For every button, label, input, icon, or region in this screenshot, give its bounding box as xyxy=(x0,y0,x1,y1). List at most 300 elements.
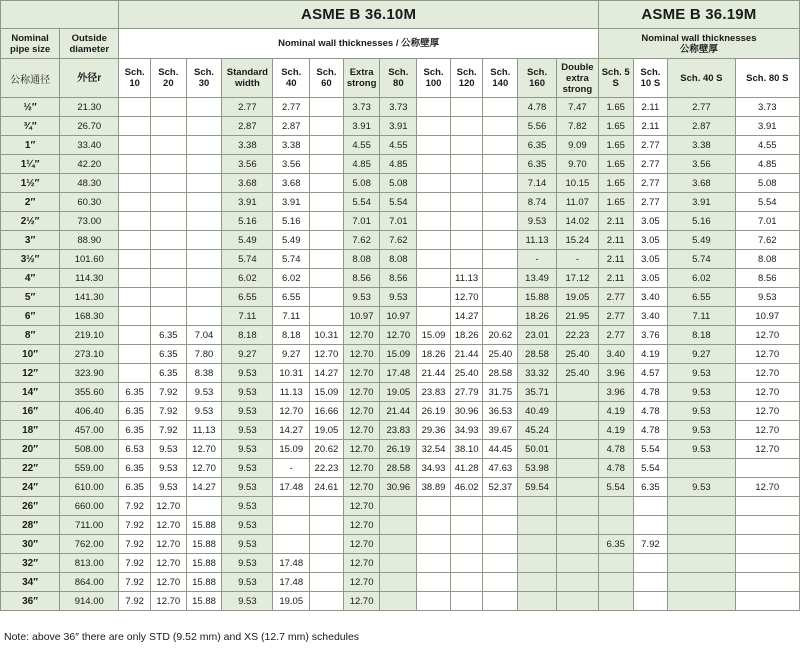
thickness-cell xyxy=(450,554,483,573)
table-row xyxy=(1,535,800,554)
thickness-cell xyxy=(483,212,518,231)
outside-diameter-cell: 88.90 xyxy=(60,231,119,250)
thickness-cell xyxy=(186,269,222,288)
thickness-cell xyxy=(417,174,451,193)
thickness-cell xyxy=(417,269,451,288)
thickness-cell xyxy=(633,554,668,573)
outside-diameter-cell: 559.00 xyxy=(60,459,119,478)
thickness-cell: 30.96 xyxy=(380,478,417,497)
thickness-cell: 3.40 xyxy=(633,288,668,307)
thickness-cell xyxy=(273,497,310,516)
thickness-cell xyxy=(417,98,451,117)
thickness-cell: 23.01 xyxy=(518,326,557,345)
thickness-cell xyxy=(483,117,518,136)
column-header: Sch. 10 xyxy=(119,59,151,98)
thickness-cell: 5.74 xyxy=(668,250,735,269)
column-header: Sch. 5 S xyxy=(598,59,633,98)
thickness-cell xyxy=(450,592,483,611)
thickness-cell xyxy=(310,212,344,231)
thickness-cell: 9.53 xyxy=(518,212,557,231)
thickness-cell: 9.53 xyxy=(222,516,273,535)
thickness-cell: 45.24 xyxy=(518,421,557,440)
table-row xyxy=(1,402,800,421)
thickness-cell: 5.54 xyxy=(598,478,633,497)
thickness-cell xyxy=(310,231,344,250)
nominal-size-cell: 14″ xyxy=(1,383,60,402)
thickness-cell: 11.13 xyxy=(518,231,557,250)
table-row xyxy=(1,516,800,535)
thickness-cell xyxy=(450,250,483,269)
thickness-cell: 1.65 xyxy=(598,117,633,136)
thickness-cell: 6.55 xyxy=(668,288,735,307)
thickness-cell xyxy=(518,554,557,573)
thickness-cell xyxy=(119,174,151,193)
table-row xyxy=(1,592,800,611)
thickness-cell xyxy=(310,155,344,174)
thickness-cell: 2.77 xyxy=(633,193,668,212)
thickness-cell: 10.97 xyxy=(380,307,417,326)
thickness-cell: 2.87 xyxy=(273,117,310,136)
thickness-cell: 4.85 xyxy=(380,155,417,174)
thickness-cell: 12.70 xyxy=(150,592,186,611)
thickness-cell: 6.55 xyxy=(222,288,273,307)
outside-diameter-cell: 406.40 xyxy=(60,402,119,421)
outside-diameter-cell: 457.00 xyxy=(60,421,119,440)
thickness-cell: 12.70 xyxy=(735,383,799,402)
thickness-cell: 8.08 xyxy=(380,250,417,269)
outside-diameter-cell: 141.30 xyxy=(60,288,119,307)
thickness-cell xyxy=(735,497,799,516)
outside-diameter-cell: 914.00 xyxy=(60,592,119,611)
outside-diameter-cell: 508.00 xyxy=(60,440,119,459)
thickness-cell xyxy=(417,535,451,554)
thickness-cell: 11.07 xyxy=(556,193,598,212)
thickness-cell: 7.11 xyxy=(273,307,310,326)
thickness-cell: 14.27 xyxy=(186,478,222,497)
thickness-cell: 3.56 xyxy=(273,155,310,174)
thickness-cell: 4.55 xyxy=(735,136,799,155)
thickness-cell: 6.53 xyxy=(119,440,151,459)
thickness-cell: 4.78 xyxy=(633,421,668,440)
thickness-cell: 9.53 xyxy=(222,478,273,497)
thickness-cell: 5.16 xyxy=(668,212,735,231)
thickness-cell: 5.74 xyxy=(222,250,273,269)
thickness-cell: 9.53 xyxy=(668,421,735,440)
thickness-cell: 9.53 xyxy=(735,288,799,307)
thickness-cell: 9.53 xyxy=(222,497,273,516)
thickness-cell: 6.02 xyxy=(668,269,735,288)
thickness-cell xyxy=(119,98,151,117)
thickness-cell: 4.85 xyxy=(735,155,799,174)
table-row xyxy=(1,459,800,478)
thickness-cell xyxy=(556,554,598,573)
thickness-cell xyxy=(518,497,557,516)
thickness-cell: 8.18 xyxy=(273,326,310,345)
nominal-size-cell: 24″ xyxy=(1,478,60,497)
thickness-cell xyxy=(483,250,518,269)
outside-diameter-cell: 864.00 xyxy=(60,573,119,592)
thickness-cell xyxy=(483,136,518,155)
thickness-cell xyxy=(417,250,451,269)
thickness-cell: 6.35 xyxy=(518,155,557,174)
thickness-cell xyxy=(417,554,451,573)
thickness-cell: 12.70 xyxy=(735,440,799,459)
thickness-cell: 15.88 xyxy=(518,288,557,307)
thickness-cell xyxy=(417,307,451,326)
thickness-cell: 9.53 xyxy=(222,421,273,440)
thickness-cell xyxy=(186,212,222,231)
thickness-cell: 12.70 xyxy=(735,478,799,497)
thickness-cell: 9.09 xyxy=(556,136,598,155)
thickness-cell: - xyxy=(518,250,557,269)
thickness-cell: 12.70 xyxy=(343,402,380,421)
thickness-cell: 3.96 xyxy=(598,364,633,383)
thickness-cell: 8.08 xyxy=(343,250,380,269)
thickness-cell: 25.40 xyxy=(450,364,483,383)
thickness-cell: 15.24 xyxy=(556,231,598,250)
thickness-cell: 9.53 xyxy=(186,402,222,421)
column-header: Sch. 160 xyxy=(518,59,557,98)
thickness-cell: 3.91 xyxy=(380,117,417,136)
thickness-cell xyxy=(417,516,451,535)
thickness-cell: 18.26 xyxy=(518,307,557,326)
thickness-cell: 3.05 xyxy=(633,212,668,231)
thickness-cell: 5.08 xyxy=(735,174,799,193)
thickness-cell xyxy=(518,592,557,611)
thickness-cell: 6.02 xyxy=(273,269,310,288)
thickness-cell xyxy=(310,573,344,592)
thickness-cell: 21.44 xyxy=(450,345,483,364)
outside-diameter-cell: 21.30 xyxy=(60,98,119,117)
thickness-cell xyxy=(556,592,598,611)
thickness-cell xyxy=(119,117,151,136)
outside-diameter-cell: 813.00 xyxy=(60,554,119,573)
thickness-cell: 6.35 xyxy=(119,402,151,421)
thickness-cell: 5.49 xyxy=(668,231,735,250)
thickness-cell xyxy=(310,174,344,193)
thickness-cell: 14.27 xyxy=(450,307,483,326)
thickness-cell: 26.19 xyxy=(380,440,417,459)
thickness-cell: 7.11 xyxy=(668,307,735,326)
thickness-cell: 40.49 xyxy=(518,402,557,421)
thickness-cell: 7.92 xyxy=(119,573,151,592)
table-row xyxy=(1,212,800,231)
table-row xyxy=(1,497,800,516)
thickness-cell xyxy=(556,383,598,402)
thickness-cell xyxy=(483,573,518,592)
thickness-cell: 38.10 xyxy=(450,440,483,459)
nominal-size-cell: 36″ xyxy=(1,592,60,611)
thickness-cell xyxy=(450,535,483,554)
thickness-cell: 12.70 xyxy=(150,535,186,554)
outside-diameter-cell: 114.30 xyxy=(60,269,119,288)
thickness-cell xyxy=(273,516,310,535)
nominal-size-cell: 32″ xyxy=(1,554,60,573)
thickness-cell xyxy=(150,231,186,250)
thickness-cell xyxy=(310,592,344,611)
thickness-cell xyxy=(556,497,598,516)
nominal-size-cell: 3½″ xyxy=(1,250,60,269)
table-row xyxy=(1,326,800,345)
thickness-cell: - xyxy=(556,250,598,269)
thickness-cell: 25.40 xyxy=(483,345,518,364)
thickness-cell: 3.38 xyxy=(668,136,735,155)
thickness-cell: 7.80 xyxy=(186,345,222,364)
thickness-cell xyxy=(417,193,451,212)
thickness-cell: 3.73 xyxy=(343,98,380,117)
thickness-cell xyxy=(668,497,735,516)
thickness-cell xyxy=(119,364,151,383)
thickness-cell: 10.31 xyxy=(273,364,310,383)
nominal-size-cell: ¾″ xyxy=(1,117,60,136)
thickness-cell: 17.48 xyxy=(273,573,310,592)
thickness-cell: 12.70 xyxy=(343,326,380,345)
thickness-cell: 5.08 xyxy=(343,174,380,193)
thickness-cell: 14.27 xyxy=(273,421,310,440)
thickness-cell: 3.05 xyxy=(633,250,668,269)
thickness-cell: 2.87 xyxy=(668,117,735,136)
thickness-cell xyxy=(150,174,186,193)
thickness-cell xyxy=(310,307,344,326)
thickness-cell xyxy=(483,231,518,250)
thickness-cell: 12.70 xyxy=(735,402,799,421)
thickness-cell: 3.56 xyxy=(222,155,273,174)
thickness-cell xyxy=(668,535,735,554)
thickness-cell: 28.58 xyxy=(518,345,557,364)
thickness-cell xyxy=(735,516,799,535)
thickness-cell xyxy=(310,250,344,269)
thickness-cell xyxy=(450,155,483,174)
thickness-cell: 7.11 xyxy=(222,307,273,326)
thickness-cell: 34.93 xyxy=(417,459,451,478)
thickness-cell xyxy=(556,516,598,535)
thickness-cell: 4.85 xyxy=(343,155,380,174)
thickness-cell xyxy=(310,516,344,535)
thickness-cell xyxy=(735,554,799,573)
thickness-cell: 12.70 xyxy=(150,497,186,516)
nominal-size-cell: 3″ xyxy=(1,231,60,250)
thickness-cell: 28.58 xyxy=(380,459,417,478)
thickness-cell: 3.68 xyxy=(668,174,735,193)
thickness-cell xyxy=(380,497,417,516)
thickness-cell xyxy=(380,516,417,535)
thickness-cell: 3.91 xyxy=(273,193,310,212)
header-cn-od: 外径r xyxy=(60,59,119,98)
thickness-cell: 7.04 xyxy=(186,326,222,345)
table-row xyxy=(1,231,800,250)
thickness-cell: 35.71 xyxy=(518,383,557,402)
thickness-cell: 5.54 xyxy=(380,193,417,212)
thickness-cell: 6.55 xyxy=(273,288,310,307)
thickness-cell: 7.01 xyxy=(735,212,799,231)
footnote: Note: above 36″ there are only STD (9.52 mm) and XS (12.7 mm) schedules xyxy=(4,631,360,643)
thickness-cell xyxy=(380,554,417,573)
thickness-cell: 15.88 xyxy=(186,573,222,592)
thickness-cell: 2.11 xyxy=(598,250,633,269)
header-cn-nps: 公称通径 xyxy=(1,59,60,98)
outside-diameter-cell: 660.00 xyxy=(60,497,119,516)
thickness-cell xyxy=(735,573,799,592)
thickness-cell: 25.40 xyxy=(556,345,598,364)
thickness-cell: 7.62 xyxy=(735,231,799,250)
thickness-cell: 7.14 xyxy=(518,174,557,193)
standard-title-left: ASME B 36.10M xyxy=(119,1,599,29)
thickness-cell: 15.09 xyxy=(310,383,344,402)
thickness-cell xyxy=(450,174,483,193)
thickness-cell: 13.49 xyxy=(518,269,557,288)
table-row xyxy=(1,250,800,269)
thickness-cell: 9.53 xyxy=(380,288,417,307)
thickness-cell: 15.88 xyxy=(186,592,222,611)
thickness-cell: 6.35 xyxy=(119,421,151,440)
thickness-cell xyxy=(483,288,518,307)
thickness-cell xyxy=(310,554,344,573)
thickness-cell: 7.92 xyxy=(119,497,151,516)
thickness-cell: 7.92 xyxy=(150,421,186,440)
thickness-cell: 19.05 xyxy=(380,383,417,402)
thickness-cell: 12.70 xyxy=(150,573,186,592)
thickness-cell: 12.70 xyxy=(343,440,380,459)
thickness-cell xyxy=(150,155,186,174)
thickness-cell: 3.76 xyxy=(633,326,668,345)
thickness-cell xyxy=(150,307,186,326)
thickness-cell: 59.54 xyxy=(518,478,557,497)
outside-diameter-cell: 323.90 xyxy=(60,364,119,383)
thickness-cell: 7.92 xyxy=(633,535,668,554)
thickness-cell: 19.05 xyxy=(273,592,310,611)
thickness-cell: 22.23 xyxy=(310,459,344,478)
column-header: Sch. 40 S xyxy=(668,59,735,98)
thickness-cell xyxy=(119,250,151,269)
thickness-cell: 8.56 xyxy=(380,269,417,288)
outside-diameter-cell: 42.20 xyxy=(60,155,119,174)
thickness-cell: 30.96 xyxy=(450,402,483,421)
thickness-cell: 2.11 xyxy=(633,117,668,136)
thickness-cell xyxy=(310,117,344,136)
thickness-cell: 12.70 xyxy=(186,440,222,459)
thickness-cell: 4.55 xyxy=(343,136,380,155)
thickness-cell xyxy=(119,326,151,345)
thickness-cell: 36.53 xyxy=(483,402,518,421)
thickness-cell: 23.83 xyxy=(417,383,451,402)
thickness-cell: 12.70 xyxy=(735,421,799,440)
thickness-cell: 9.53 xyxy=(668,402,735,421)
thickness-cell: 3.91 xyxy=(735,117,799,136)
thickness-cell xyxy=(598,554,633,573)
thickness-cell xyxy=(483,193,518,212)
thickness-cell: 7.92 xyxy=(119,592,151,611)
table-row xyxy=(1,174,800,193)
table-row xyxy=(1,478,800,497)
thickness-cell xyxy=(668,554,735,573)
thickness-cell: 6.35 xyxy=(119,478,151,497)
thickness-cell: 2.77 xyxy=(273,98,310,117)
thickness-cell: 9.53 xyxy=(150,478,186,497)
column-header: Double extra strong xyxy=(556,59,598,98)
thickness-cell: 3.40 xyxy=(598,345,633,364)
outside-diameter-cell: 219.10 xyxy=(60,326,119,345)
thickness-cell: 21.44 xyxy=(380,402,417,421)
thickness-cell: 1.65 xyxy=(598,193,633,212)
thickness-cell: 5.56 xyxy=(518,117,557,136)
nominal-size-cell: 2″ xyxy=(1,193,60,212)
outside-diameter-cell: 168.30 xyxy=(60,307,119,326)
thickness-cell: 3.56 xyxy=(668,155,735,174)
thickness-cell: 52.37 xyxy=(483,478,518,497)
thickness-cell: 11.13 xyxy=(273,383,310,402)
column-header: Sch. 40 xyxy=(273,59,310,98)
header-nominal-wall-right-line2: 公称壁厚 xyxy=(679,43,718,55)
thickness-cell: 8.18 xyxy=(668,326,735,345)
thickness-cell xyxy=(735,535,799,554)
thickness-cell: 12.70 xyxy=(343,573,380,592)
outside-diameter-cell: 610.00 xyxy=(60,478,119,497)
thickness-cell: 9.53 xyxy=(222,573,273,592)
nominal-size-cell: 1″ xyxy=(1,136,60,155)
thickness-cell: 5.54 xyxy=(343,193,380,212)
thickness-cell: 20.62 xyxy=(483,326,518,345)
thickness-cell: 2.11 xyxy=(633,98,668,117)
thickness-cell: 6.35 xyxy=(119,383,151,402)
thickness-cell xyxy=(417,212,451,231)
thickness-cell: 3.73 xyxy=(735,98,799,117)
thickness-cell: 22.23 xyxy=(556,326,598,345)
thickness-cell: 8.56 xyxy=(735,269,799,288)
table-row xyxy=(1,554,800,573)
thickness-cell: 17.48 xyxy=(273,478,310,497)
thickness-cell xyxy=(417,136,451,155)
thickness-cell: 15.09 xyxy=(273,440,310,459)
thickness-cell: 15.09 xyxy=(417,326,451,345)
column-header: Sch. 80 S xyxy=(735,59,799,98)
column-header: Sch. 120 xyxy=(450,59,483,98)
table-row xyxy=(1,136,800,155)
thickness-cell: 7.92 xyxy=(150,383,186,402)
nominal-size-cell: 2½″ xyxy=(1,212,60,231)
thickness-cell: 4.19 xyxy=(598,421,633,440)
thickness-cell: 5.08 xyxy=(380,174,417,193)
outside-diameter-cell: 73.00 xyxy=(60,212,119,231)
thickness-cell: 14.02 xyxy=(556,212,598,231)
thickness-cell: 38.89 xyxy=(417,478,451,497)
thickness-cell: 17.48 xyxy=(380,364,417,383)
thickness-cell xyxy=(186,174,222,193)
thickness-cell: 9.53 xyxy=(343,288,380,307)
thickness-cell xyxy=(186,117,222,136)
thickness-cell xyxy=(668,459,735,478)
thickness-cell: 5.49 xyxy=(222,231,273,250)
thickness-cell: 9.53 xyxy=(150,459,186,478)
thickness-cell: 6.35 xyxy=(150,326,186,345)
thickness-cell xyxy=(186,497,222,516)
nominal-size-cell: 26″ xyxy=(1,497,60,516)
thickness-cell xyxy=(417,231,451,250)
thickness-cell: 28.58 xyxy=(483,364,518,383)
thickness-cell: 2.77 xyxy=(633,174,668,193)
nominal-size-cell: ½″ xyxy=(1,98,60,117)
thickness-cell xyxy=(483,155,518,174)
thickness-cell: 17.48 xyxy=(273,554,310,573)
thickness-cell: 2.77 xyxy=(668,98,735,117)
thickness-cell: 2.11 xyxy=(598,212,633,231)
thickness-cell: 26.19 xyxy=(417,402,451,421)
thickness-cell xyxy=(380,573,417,592)
table-row xyxy=(1,440,800,459)
thickness-cell: 7.01 xyxy=(380,212,417,231)
thickness-cell: 7.01 xyxy=(343,212,380,231)
thickness-cell: 7.92 xyxy=(119,554,151,573)
thickness-cell xyxy=(186,231,222,250)
